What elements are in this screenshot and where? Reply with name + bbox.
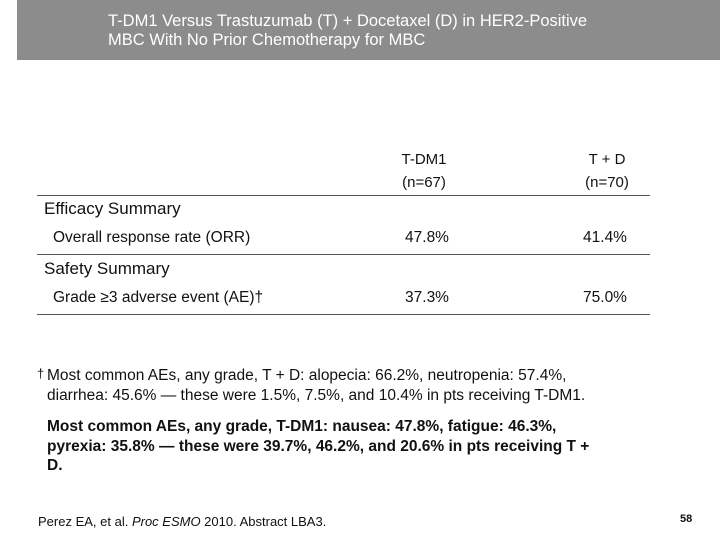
footnote-tdm1-aes-line-3: D. bbox=[47, 457, 63, 474]
column-header-td-n: (n=70) bbox=[585, 174, 629, 191]
footnote-tdm1-aes-line-1: Most common AEs, any grade, T-DM1: nausea: 47.8%, fatigue: 46.3%, bbox=[47, 418, 557, 435]
footnote-td-aes-line-1: Most common AEs, any grade, T + D: alopecia: 66.2%, neutropenia: 57.4%, bbox=[47, 367, 567, 384]
table-middle-rule bbox=[37, 254, 650, 255]
slide-title-line-2: MBC With No Prior Chemotherapy for MBC bbox=[108, 31, 426, 49]
column-header-tdm1 bbox=[364, 148, 484, 194]
column-header-td bbox=[547, 148, 667, 194]
column-header-tdm1-n: (n=67) bbox=[402, 174, 446, 191]
cell-ae-td: 75.0% bbox=[583, 289, 627, 306]
page-number: 58 bbox=[680, 513, 693, 525]
column-header-tdm1-name: T-DM1 bbox=[401, 151, 447, 168]
title-bar bbox=[17, 0, 720, 60]
row-label-grade3-ae: Grade ≥3 adverse event (AE)† bbox=[53, 289, 264, 306]
footnote-td-aes-line-2: diarrhea: 45.6% — these were 1.5%, 7.5%, and 10.4% in pts receiving T-DM1. bbox=[47, 386, 586, 404]
cell-orr-td: 41.4% bbox=[583, 229, 627, 246]
citation-details: 2010. Abstract LBA3. bbox=[200, 514, 327, 529]
citation-authors: Perez EA, et al. bbox=[38, 514, 132, 529]
cell-orr-tdm1: 47.8% bbox=[405, 229, 449, 246]
column-header-td-name: T + D bbox=[588, 151, 626, 168]
table-bottom-rule bbox=[37, 314, 650, 315]
footnote-tdm1-aes bbox=[47, 417, 697, 476]
slide-title-line-1: T-DM1 Versus Trastuzumab (T) + Docetaxel (D) in HER2-Positive bbox=[108, 12, 588, 30]
citation bbox=[38, 514, 326, 530]
footnote-dagger: † bbox=[37, 366, 45, 381]
cell-ae-tdm1: 37.3% bbox=[405, 289, 449, 306]
citation-journal: Proc ESMO bbox=[131, 514, 201, 529]
table-top-rule bbox=[37, 195, 650, 196]
footnote-tdm1-aes-line-2: pyrexia: 35.8% — these were 39.7%, 46.2%, and 20.6% in pts receiving T + bbox=[47, 437, 590, 455]
section-heading-safety: Safety Summary bbox=[44, 259, 170, 278]
slide-title bbox=[108, 12, 714, 50]
section-heading-efficacy: Efficacy Summary bbox=[44, 199, 181, 218]
footnote-td-aes bbox=[47, 366, 697, 405]
row-label-orr: Overall response rate (ORR) bbox=[53, 229, 251, 246]
